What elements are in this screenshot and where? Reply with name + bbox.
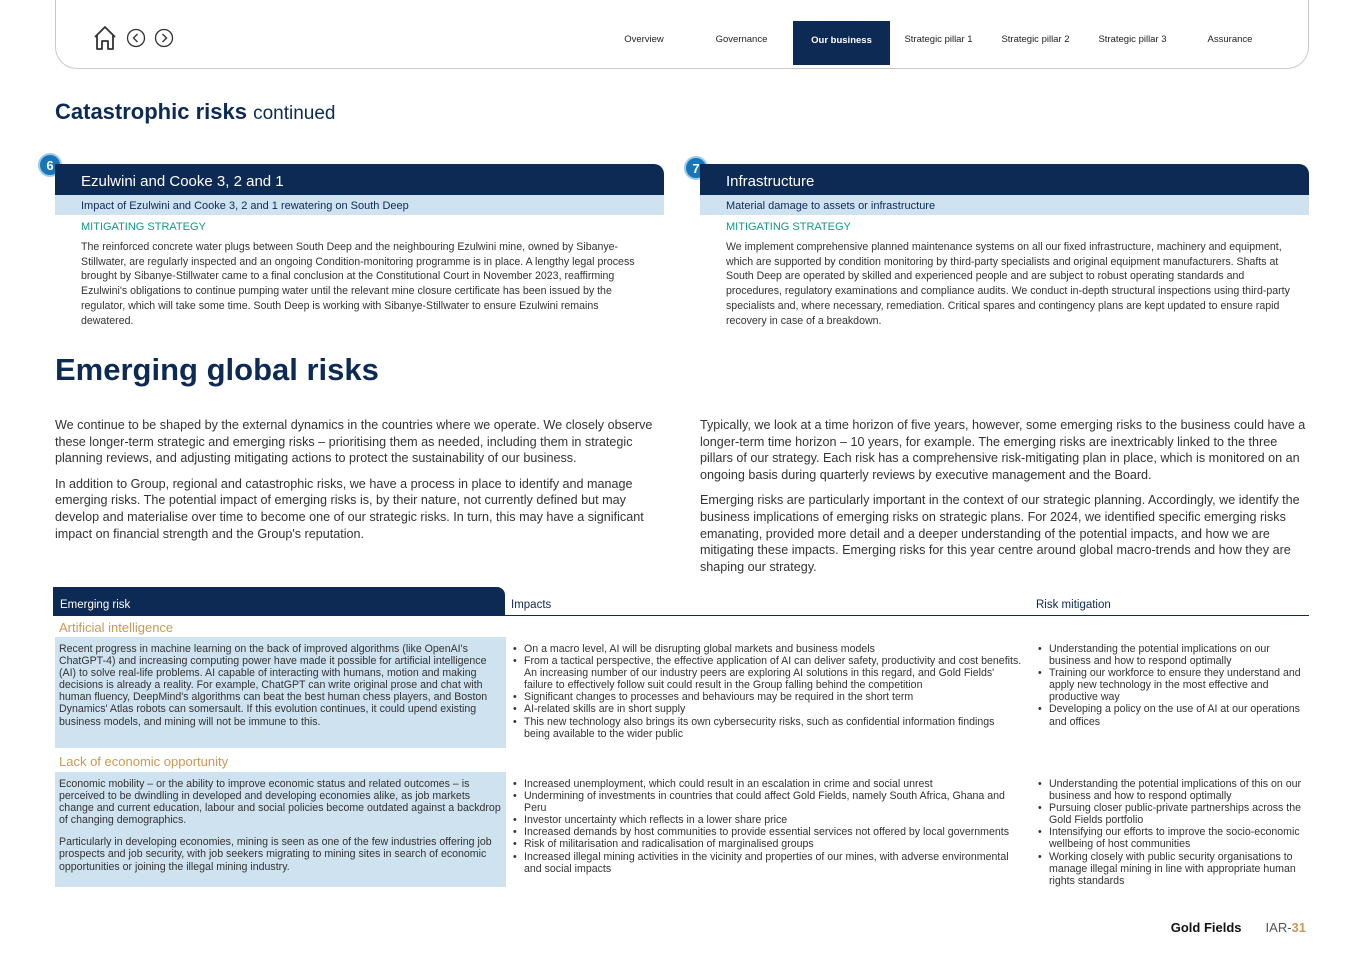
list-item: • Increased illegal mining activities in the vicinity and properties of our mines, with adverse environmental and social impacts bbox=[511, 851, 1016, 875]
page-number bbox=[1266, 920, 1306, 935]
risk-description-text: Economic mobility – or the ability to improve economic status and related outcomes – is perceived to be dwindling in developed and developing economies alike, as job markets change and current education, labour and social policies become outdated against a backdrop of changing demographics. bbox=[59, 778, 501, 827]
back-arrow-icon[interactable] bbox=[126, 28, 146, 48]
page-number-value: 31 bbox=[1291, 920, 1306, 935]
tab-strategic-pillar-3[interactable]: Strategic pillar 3 bbox=[1098, 34, 1167, 45]
risk-category: Lack of economic opportunity bbox=[59, 754, 229, 769]
table-header-emerging-risk: Emerging risk bbox=[53, 587, 505, 616]
intro-left bbox=[55, 417, 665, 551]
list-item: • Intensifying our efforts to improve the socio-economic wellbeing of host communities bbox=[1036, 826, 1306, 850]
mitigating-strategy-label: MITIGATING STRATEGY bbox=[81, 221, 206, 233]
intro-paragraph: In addition to Group, regional and catastrophic risks, we have a process in place to identify and manage emerging risks. The potential impact of emerging risks is, by their nature, not currently defined but may develop and materialise over time to become one of our strategic risks. In turn, this may have a significant impact on financial strength and the Group's reputation. bbox=[55, 476, 644, 541]
risk-category: Artificial intelligence bbox=[59, 620, 174, 635]
list-item: • Undermining of investments in countries that could affect Gold Fields, namely South Africa, Ghana and Peru bbox=[511, 790, 1016, 814]
section-title bbox=[55, 99, 336, 125]
tab-assurance[interactable]: Assurance bbox=[1207, 34, 1253, 45]
list-item: • AI-related skills are in short supply bbox=[511, 703, 1023, 715]
tab-overview[interactable]: Overview bbox=[624, 34, 664, 45]
list-item: • Increased demands by host communities to provide essential services not offered by local governments bbox=[511, 826, 1016, 838]
emerging-risks-heading: Emerging global risks bbox=[55, 352, 379, 387]
list-item: • Risk of militarisation and radicalisation of marginalised groups bbox=[511, 838, 1016, 850]
table-header-risk-mitigation: Risk mitigation bbox=[1036, 599, 1111, 611]
tab-strategic-pillar-2[interactable]: Strategic pillar 2 bbox=[1001, 34, 1070, 45]
risk-card-title: Infrastructure bbox=[700, 164, 1309, 195]
forward-arrow-icon[interactable] bbox=[154, 28, 174, 48]
intro-right bbox=[700, 417, 1310, 584]
list-item: • This new technology also brings its own cybersecurity risks, such as confidential information findings being available to the wider public bbox=[511, 716, 1023, 740]
tab-strategic-pillar-1[interactable]: Strategic pillar 1 bbox=[904, 34, 973, 45]
list-item: • Training our workforce to ensure they understand and apply new technology in the most effective and productive way bbox=[1036, 667, 1306, 703]
mitigation-list bbox=[1036, 778, 1306, 887]
intro-paragraph: We continue to be shaped by the external dynamics in the countries where we operate. We closely observe these longer-term strategic and emerging risks – prioritising them as needed, including them in strategic planning reviews, and adjusting mitigating actions to protect the sustainability of our business. bbox=[55, 418, 653, 466]
risk-description bbox=[55, 772, 506, 887]
impacts-list bbox=[511, 778, 1016, 875]
risk-card-body: The reinforced concrete water plugs between South Deep and the neighbouring Ezulwini mine, owned by Sibanye-Stillwater, are regularly inspected and an ongoing Condition-monitoring programme is in place. A lengthy legal process brought by Sibanye-Stillwater came to a final conclusion at the Constitutional Court in November 2023, reaffirming Ezulwini's obligations to continue pumping water until the relevant mine closure certificate has been issued by the regulator, which will take some time. South Deep is working with Sibanye-Stillwater to ensure Ezulwini remains dewatered. bbox=[81, 241, 635, 327]
list-item: • Understanding the potential implications on our business and how to respond optimally bbox=[1036, 643, 1306, 667]
list-item: • Developing a policy on the use of AI at our operations and offices bbox=[1036, 703, 1306, 727]
list-item: • Understanding the potential implications of this on our business and how to respond optimally bbox=[1036, 778, 1306, 802]
list-item: • Significant changes to processes and behaviours may be required in the short term bbox=[511, 691, 1023, 703]
section-title-suffix: continued bbox=[253, 103, 336, 124]
list-item: • From a tactical perspective, the effective application of AI can deliver safety, productivity and cost benefits. An increasing number of our industry peers are exploring AI solutions in this regard, and Gold Fields' failure to effectively follow suit could result in the Group falling behind the competition bbox=[511, 655, 1023, 691]
list-item: • Pursuing closer public-private partnerships across the Gold Fields portfolio bbox=[1036, 802, 1306, 826]
mitigating-strategy-label: MITIGATING STRATEGY bbox=[726, 221, 851, 233]
risk-description-text: Recent progress in machine learning on the back of improved algorithms (like OpenAI's ChatGPT-4) and increasing computing power have made it possible for artificial intelligence (AI) to solve real-life problems. AI capable of interacting with humans, motion and making decisions is already a reality. For example, ChatGPT can write original prose and chat with human fluency, DeepMind's algorithms can beat the best human chess players, and Boston Dynamics' Atlas robots can somersault. If this evolution continues, it could upend existing business models, and mining will not be immune to this. bbox=[59, 643, 488, 728]
impacts-list bbox=[511, 643, 1023, 740]
page-footer bbox=[1171, 920, 1306, 935]
risk-card-ezulwini bbox=[55, 164, 664, 328]
nav-tabs bbox=[598, 21, 1279, 65]
nav-icons bbox=[92, 24, 174, 52]
risk-card-infrastructure bbox=[700, 164, 1309, 328]
top-navigation bbox=[55, 0, 1309, 69]
list-item: • On a macro level, AI will be disrupting global markets and business models bbox=[511, 643, 1023, 655]
risk-card-body: We implement comprehensive planned maintenance systems on all our fixed infrastructure, machinery and equipment, which are supported by condition monitoring by third-party specialists and original equipment manufacturers. Shafts at South Deep are operated by skilled and experienced people and are subject to robust operating standards and procedures, regulatory examinations and compliance audits. We conduct in-depth structural inspections using third-party specialists and, where necessary, remediation. Critical spares and contingency plans are kept updated to ensure rapid recovery in case of a breakdown. bbox=[726, 241, 1290, 327]
tab-our-business[interactable]: Our business bbox=[793, 21, 890, 65]
footer-brand: Gold Fields bbox=[1170, 920, 1242, 935]
risk-card-title: Ezulwini and Cooke 3, 2 and 1 bbox=[55, 164, 664, 195]
risk-number-badge: 6 bbox=[38, 153, 62, 177]
intro-paragraph: Typically, we look at a time horizon of five years, however, some emerging risks to the business could have a longer-term time horizon – 10 years, for example. The emerging risks are inextricably linked to the three pillars of our strategy. Each risk has a comprehensive risk-mitigating plan in place, which is monitored on an ongoing basis during quarterly reviews by executive management and the Board. bbox=[700, 418, 1306, 482]
page-prefix: IAR- bbox=[1265, 920, 1292, 935]
risk-number-badge: 7 bbox=[684, 156, 708, 180]
table-header-impacts: Impacts bbox=[511, 599, 552, 611]
risk-card-subtitle: Impact of Ezulwini and Cooke 3, 2 and 1 rewatering on South Deep bbox=[55, 195, 664, 215]
intro-paragraph: Emerging risks are particularly important in the context of our strategic planning. Accordingly, we identify the business implications of emerging risks on strategic plans. For 2024, we identified specific emerging risks emanating, provided more detail and a deeper understanding of the potential impacts, and how we are mitigating these impacts. Emerging risks for this year centre around global macro-trends and how they are shaping our strategy. bbox=[700, 493, 1300, 574]
list-item: • Increased unemployment, which could result in an escalation in crime and social unrest bbox=[511, 778, 1016, 790]
risk-card-subtitle: Material damage to assets or infrastructure bbox=[700, 195, 1309, 215]
list-item: • Investor uncertainty which reflects in a lower share price bbox=[511, 814, 1016, 826]
home-icon[interactable] bbox=[92, 24, 118, 52]
list-item: • Working closely with public security organisations to manage illegal mining in line with appropriate human rights standards bbox=[1036, 851, 1306, 887]
tab-governance[interactable]: Governance bbox=[715, 34, 768, 45]
mitigation-list bbox=[1036, 643, 1306, 728]
risk-description-text: Particularly in developing economies, mining is seen as one of the few industries offering job prospects and job security, with job seekers migrating to mining sites in search of economic opportunities or joining the illegal mining industry. bbox=[59, 836, 492, 873]
risk-description bbox=[55, 637, 506, 748]
table-header-divider bbox=[505, 615, 1309, 616]
section-title-text: Catastrophic risks bbox=[55, 99, 247, 124]
